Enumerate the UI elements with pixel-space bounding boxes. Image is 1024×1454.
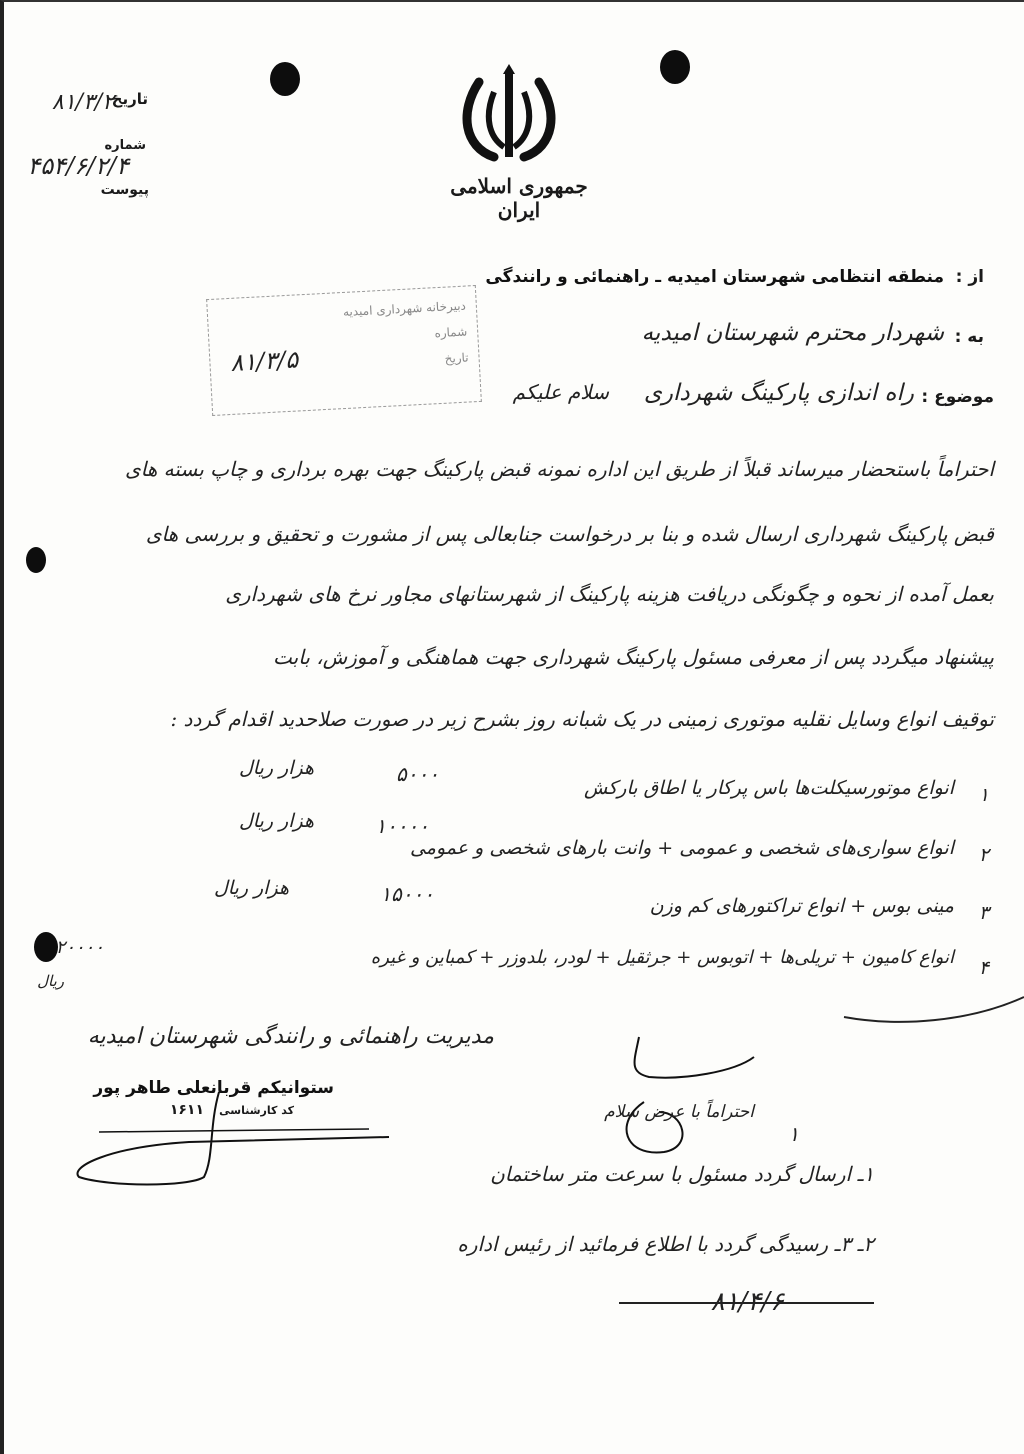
annotation-signature-icon — [604, 1032, 764, 1162]
tariff-amount: ۱۵۰۰۰ — [380, 882, 434, 906]
stamp-line-1: دبیرخانه شهرداری امیدیه — [342, 298, 467, 319]
tariff-item: مینی بوس + انواع تراکتورهای کم وزن — [649, 895, 954, 917]
annotation-underline — [619, 1302, 874, 1304]
annotation-line-2: ۱ـ ارسال گردد مسئول با سرعت متر ساختمان — [490, 1162, 874, 1186]
tariff-unit: هزار ریال — [238, 810, 314, 832]
underline-stroke — [839, 992, 1024, 1032]
from-label: از : — [955, 267, 984, 287]
tariff-amount: ۱۰۰۰۰ — [375, 814, 429, 838]
iran-emblem-icon — [459, 62, 559, 172]
tariff-number: ۳ — [978, 902, 989, 924]
body-line-1: احتراماً باستحضار میرساند قبلاً از طریق این اداره نمونه قبض پارکینگ جهت بهره برداری و چاپ بسته های — [125, 457, 994, 481]
tariff-unit: هزار ریال — [213, 877, 289, 899]
subject-value: راه اندازی پارکینگ شهرداری — [643, 380, 914, 406]
number-label: شماره — [104, 138, 146, 153]
signature-code-label: کد کارشناسی — [219, 1104, 294, 1117]
signature-scribble-icon — [69, 1087, 399, 1197]
annotation-number: ۱ — [788, 1122, 799, 1146]
registry-stamp — [206, 285, 482, 416]
number-value: ۴۵۴/۶/۲/۴ — [27, 152, 129, 180]
tariff-unit: ریال — [37, 972, 64, 990]
attachment-label: پیوست — [100, 182, 149, 198]
annotation-line-3: ۲ـ ۳ـ رسیدگی گردد با اطلاع فرمائید از رئیس اداره — [457, 1232, 874, 1256]
to-value: شهردار محترم شهرستان امیدیه — [641, 320, 944, 346]
annotation-line-1: احتراماً با عرض سلام — [604, 1102, 754, 1122]
punch-hole-left — [270, 62, 300, 96]
greeting: سلام علیکم — [512, 380, 609, 404]
stamp-line-2: شماره — [434, 324, 468, 341]
tariff-amount: ۵۰۰۰ — [396, 762, 439, 786]
tariff-number: ۲ — [978, 844, 989, 866]
signature-name: ستوانیکم قربانعلی طاهر پور — [93, 1078, 334, 1098]
stamp-line-3: تاریخ — [444, 350, 469, 366]
tariff-item: انواع سواری‌های شخصی و عمومی + وانت بارهای شخصی و عمومی — [409, 837, 954, 859]
tariff-item: انواع کامیون + تریلی‌ها + اتوبوس + جرثقیل + لودر، بلدوزر + کمباین و غیره — [370, 947, 954, 968]
subject-label: موضوع : — [921, 387, 994, 407]
annotation-date: ۸۱/۴/۶ — [710, 1287, 784, 1317]
body-line-4: پیشنهاد میگردد پس از معرفی مسئول پارکینگ شهرداری جهت هماهنگی و آموزش، بابت — [273, 645, 994, 669]
body-line-3: بعمل آمده از نحوه و چگونگی دریافت هزینه پارکینگ از شهرستانهای مجاور نرخ های شهرداری — [225, 582, 994, 606]
from-value: منطقه انتظامی شهرستان امیدیه ـ راهنمائی و رانندگی — [485, 267, 944, 287]
tariff-number: ۴ — [978, 957, 989, 979]
emblem-caption: جمهوری اسلامی ایران — [450, 174, 588, 222]
tariff-amount: ۲۰۰۰۰ — [55, 937, 104, 958]
punch-hole-margin-2 — [34, 932, 58, 962]
signature-title: مدیریت راهنمائی و رانندگی شهرستان امیدیه — [87, 1024, 494, 1049]
tariff-number: ۱ — [978, 784, 989, 806]
signature-code-value: ۱۶۱۱ — [169, 1102, 204, 1118]
body-line-5: توقیف انواع وسایل نقلیه موتوری زمینی در یک شبانه روز بشرح زیر در صورت صلاحدید اقدام گردد : — [170, 707, 994, 731]
stamp-value: ۸۱/۳/۵ — [229, 345, 299, 377]
date-value: ۸۱/۳/۲ — [51, 90, 114, 115]
punch-hole-margin-1 — [26, 547, 46, 573]
punch-hole-right — [660, 50, 690, 84]
date-label: تاریخ — [111, 90, 148, 108]
to-label: به : — [954, 327, 984, 347]
tariff-item: انواع موتورسیکلت‌ها باس پرکار یا اطاق بارکش — [584, 777, 954, 799]
tariff-unit: هزار ریال — [238, 757, 314, 779]
body-line-2: قبض پارکینگ شهرداری ارسال شده و بنا بر درخواست جنابعالی پس از مشورت و تحقیق و بررسی های — [145, 522, 994, 546]
